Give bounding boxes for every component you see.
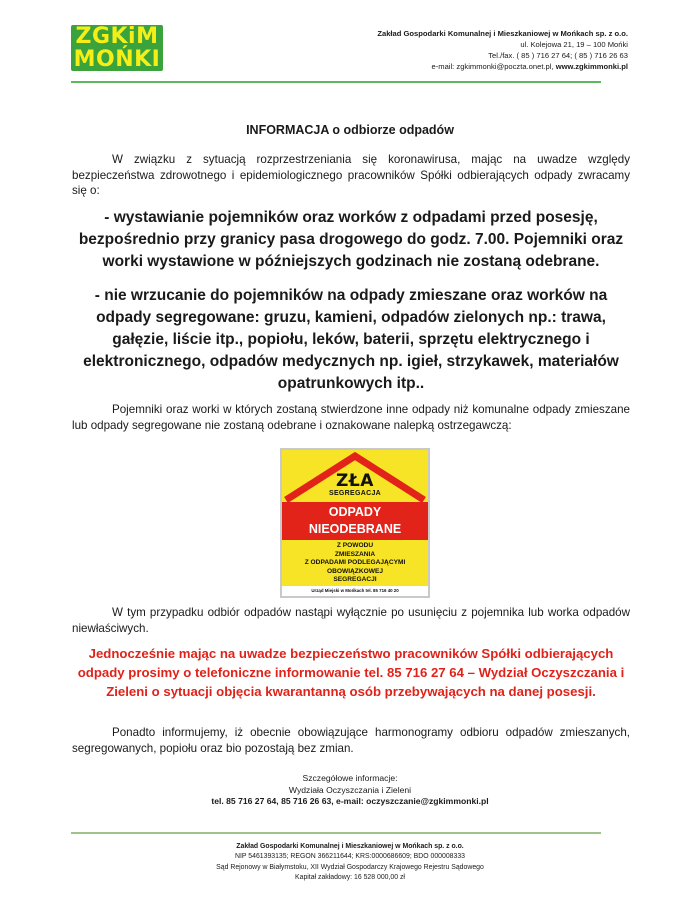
sticker-issuer: Urząd Miejski w Mońkach tel. 85 716 40 20 [282, 586, 428, 596]
document-title: INFORMACJA o odbiorze odpadów [246, 123, 454, 137]
point-one: - wystawianie pojemników oraz worków z odpadami przed posesję, bezpośrednio przy granicy pasa drogowego do godz. 7.00. Pojemniki oraz worki wystawione w późniejszych godzinach nie zostaną odebrane. [78, 209, 624, 270]
company-logo [71, 25, 163, 71]
company-address: ul. Kolejowa 21, 19 – 100 Mońki [520, 40, 628, 49]
sticker-reason-line: Z POWODU [336, 542, 374, 549]
point-two: - nie wrzucanie do pojemników na odpady zmieszane oraz worków na odpady segregowane: gruzu, kamieni, odpadów zielonych np.: trawa, gałęzie, liście itp., popiołu, leków, baterii, sprzętu elektrycznego i elektronicznego, odpadów medycznych np. igieł, strzykawek, materiałów opatrunkowych itp.. [83, 287, 619, 392]
company-phones: Tel./fax. ( 85 ) 716 27 64; ( 85 ) 716 26 63 [488, 51, 628, 60]
sticker-subheadline: SEGREGACJA [328, 490, 381, 497]
contact-block [0, 773, 700, 808]
sticker-reason [282, 542, 428, 585]
sticker-headline: ZŁA [336, 471, 374, 491]
contact-heading: Szczegółowe informacje: [302, 773, 398, 783]
quarantine-notice: Jednocześnie mając na uwadze bezpieczeństwo pracowników Spółki odbierających odpady prosimy o telefoniczne informowanie tel. 85 716 27 64 – Wydział Oczyszczania i Zieleni o sytuacji objęcia kwarantanną osób przebywających na danej posesji. [77, 646, 625, 699]
company-email: e-mail: zgkimmonki@poczta.onet.pl, [431, 62, 556, 71]
logo-text-top: ZGKiM [75, 23, 159, 49]
company-website-link[interactable]: www.zgkimmonki.pl [555, 62, 628, 71]
sticker-reason-line: Z ODPADAMI PODLEGAJĄCYMI [304, 559, 406, 567]
intro-paragraph: W związku z sytuacją rozprzestrzeniania się koronawirusa, mając na uwadze względy bezpieczeństwa zdrowotnego i epidemiologicznego pracowników Spółki odbierających odpady zwracamy się o: [72, 153, 630, 197]
footer-court: Sąd Rejonowy w Białymstoku, XII Wydział Gospodarczy Krajowego Rejestru Sądowego [216, 863, 484, 871]
sticker-reason-line: OBOWIĄZKOWEJ [326, 567, 384, 575]
page-footer [0, 842, 700, 883]
contact-department: Wydziała Oczyszczania i Zieleni [288, 784, 412, 795]
logo-text-bottom: MOŃKI [73, 46, 161, 72]
company-info [268, 28, 628, 72]
footer-divider [71, 832, 601, 834]
footer-capital: Kapitał zakładowy: 16 528 000,00 zł [295, 873, 405, 881]
sticker-red-line2: NIEODEBRANE [308, 522, 402, 536]
company-contact [268, 61, 628, 72]
sticker-red-band [282, 502, 428, 540]
sticker-red-line1: ODPADY [328, 505, 382, 519]
footer-ids: NIP 5461393135; REGON 366211644; KRS:0000686609; BDO 000008333 [235, 853, 465, 861]
header-divider [71, 81, 601, 83]
warning-sticker [280, 448, 430, 598]
sticker-intro-paragraph: Pojemniki oraz worki w których zostaną stwierdzone inne odpady niż komunalne odpady zmieszane lub odpady segregowane nie zostaną odebrane i oznakowane nalepką ostrzegawczą: [72, 403, 630, 432]
footer-company-name: Zakład Gospodarki Komunalnej i Mieszkaniowej w Mońkach sp. z o.o. [236, 843, 464, 850]
sticker-reason-line: SEGREGACJI [333, 576, 377, 584]
contact-phone-email[interactable]: tel. 85 716 27 64, 85 716 26 63, e-mail: oczyszczanie@zgkimmonki.pl [211, 796, 489, 806]
after-sticker-paragraph: W tym przypadku odbiór odpadów nastąpi wyłącznie po usunięciu z pojemnika lub worka odpadów niewłaściwych. [72, 606, 630, 635]
company-name: Zakład Gospodarki Komunalnej i Mieszkaniowej w Mońkach sp. z o.o. [377, 29, 628, 38]
sticker-reason-line: ZMIESZANIA [334, 550, 376, 558]
schedules-paragraph: Ponadto informujemy, iż obecnie obowiązujące harmonogramy odbioru odpadów zmieszanych, segregowanych, popiołu oraz bio pozostają bez zmian. [72, 726, 630, 755]
